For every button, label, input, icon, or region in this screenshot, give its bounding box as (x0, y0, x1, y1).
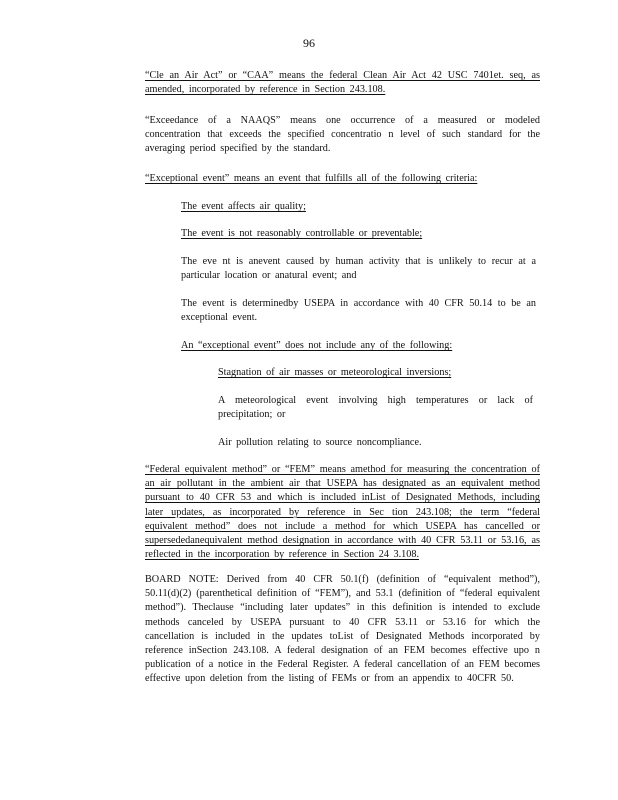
criterion-2: The event is not reasonably controllable or preventable; (181, 228, 423, 239)
exclusion-intro: An “exceptional event” does not include any of the following: (181, 340, 453, 351)
board-note: BOARD NOTE: Derived from 40 CFR 50.1(f) (definition of “equivalent method”), 50.11(d)(2) (parenthetical definition of “FEM”), and 53.1 (definition of “federal equivalent method”). Theclause “including later updates” in this definition is intended to exclude methods canceled by USEPA pursuant to 40 CFR 53.11 or 53.16 for which the cancellation is included in the updates toList of Designated Methods incorporated by reference inSection 243.108. A federal designation of an FEM becomes effective upo n publication of a notice in the Federal Register. A federal cancellation of an FEM becomes effective upon deletion from the listing of FEMs or from an appendix to 40CFR 50. (145, 574, 540, 685)
criterion-4: The event is determinedby USEPA in accordance with 40 CFR 50.14 to be an exceptional event. (181, 298, 536, 324)
exclusion-1: Stagnation of air masses or meteorological inversions; (218, 367, 452, 378)
definition-caa: “Cle an Air Act” or “CAA” means the federal Clean Air Act 42 USC 7401et. seq, as amended, incorporated by reference in Section 243.108. (145, 70, 540, 96)
definition-exceptional-event: “Exceptional event” means an event that fulfills all of the following criteria: (145, 173, 478, 184)
criterion-3: The eve nt is anevent caused by human activity that is unlikely to recur at a particular location or anatural event; and (181, 256, 536, 282)
exclusion-3: Air pollution relating to source noncompliance. (218, 437, 422, 448)
definition-fem: “Federal equivalent method” or “FEM” means amethod for measuring the concentration of an air pollutant in the ambient air that USEPA has designated as an equivalent method pursuant to 40 CFR 53 and which is included inList of Designated Methods, including later updates, as incorporated by reference in Sec tion 243.108; the term “federal equivalent method” does not include a method for which USEPA has cancelled or supersededanequivalent method designation in accordance with 40 CFR 53.11 or 53.16, as reflected in the incorporation by reference in Section 24 3.108. (145, 464, 540, 561)
definition-exceedance: “Exceedance of a NAAQS” means one occurrence of a measured or modeled concentration that exceeds the specified concentratio n level of such standard for the averaging period specified by the standard. (145, 115, 540, 155)
criterion-1: The event affects air quality; (181, 201, 306, 212)
page-number: 96 (303, 36, 315, 50)
exclusion-2: A meteorological event involving high temperatures or lack of precipitation; or (218, 395, 533, 421)
